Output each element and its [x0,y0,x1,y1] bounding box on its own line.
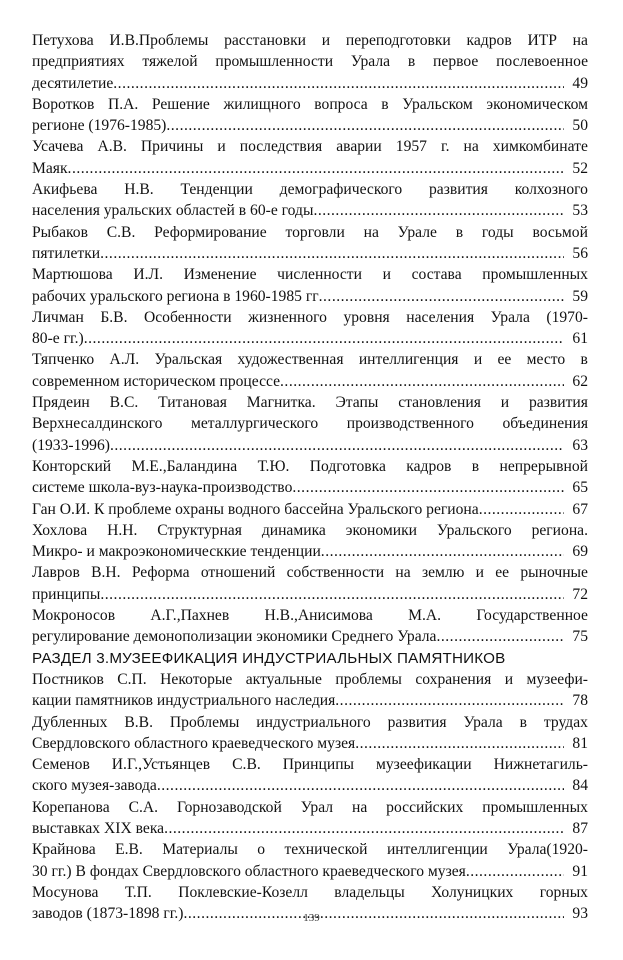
word: А.Л. [109,351,140,369]
dot-leader [321,543,564,560]
dot-leader [466,863,564,880]
dot-leader [166,117,564,134]
word: состава [411,266,462,284]
toc-entry-line [32,51,588,72]
word: и [500,394,510,412]
word: развития [387,713,447,731]
toc-entry-title-end [32,690,564,711]
toc-entry-text: регионе (1976-1985) [32,117,167,135]
word: Прядеин [32,394,90,412]
dot-leader [280,373,564,390]
toc-entry-title-end [32,200,564,221]
word: С.В. [232,756,261,774]
toc-entry-title-end [32,626,564,647]
toc-entry-title-end [32,541,564,562]
toc-entry-line [32,222,588,243]
word: на [395,564,411,582]
toc-entry-page-number: 65 [572,479,588,497]
word: аварии [336,138,382,156]
word: владельцы [334,883,405,901]
dot-leader [164,820,564,837]
word: Этапы [335,394,379,412]
word: Мартюшова [32,266,113,284]
word: Воротков [32,95,95,113]
toc-entry-title-end [32,861,564,882]
toc-entry-title-end [32,477,564,498]
word: место [526,351,566,369]
word: и [321,32,331,49]
toc-entry-last-line [32,541,588,562]
toc-entry-page-number: 59 [572,287,588,305]
toc-entry-page-number: 69 [572,543,588,561]
word: экономики [345,521,418,539]
word: М.Е.,Баландина [131,457,238,475]
word: промышленных [482,798,588,816]
word: в [519,713,527,731]
toc-entry-last-line [32,818,588,839]
word: уровня [343,308,390,326]
toc-entry-last-line [32,286,588,307]
toc-entry-title-end [32,73,564,94]
word: Горнозаводской [176,798,282,816]
toc-entry-last-line [32,435,588,456]
toc-entry-title-end [32,499,564,520]
toc-entry-text: выставках XIX века [32,819,165,837]
toc-entry-page-number: 49 [572,74,588,92]
toc-entry-title-end [32,286,564,307]
word: собственности [286,564,385,582]
toc-entry-text: регулирование демонополизации экономики Среднего Урала [32,628,437,646]
toc-entry-text: Свердловского областного краеведческого музея [32,734,356,752]
word: технической [284,841,368,859]
word: предприятиях [32,53,125,71]
toc-entry-line [32,797,588,818]
word: Магнитка. [246,394,316,412]
dot-leader [355,735,564,752]
word: жизненного [248,308,327,326]
word: численности [277,266,362,284]
dot-leader [319,288,564,305]
word: Дубленных [32,713,108,731]
toc-entry-line [32,349,588,370]
word: Конторский [32,457,112,475]
word: Уральская [154,351,223,369]
toc-entry [32,264,588,307]
toc-entry-last-line [32,477,588,498]
word: Урала [490,308,530,326]
toc-entry-text: населения уральских областей в 60-е годы [32,202,314,220]
word: Урале [397,223,437,241]
word: химкомбинате [492,138,588,156]
word: кадров [466,32,512,49]
toc-entries [32,30,588,648]
word: В.В. [124,713,153,731]
dot-leader [110,437,564,454]
toc-entry-page-number: 75 [572,628,588,646]
word: тяжелой [142,53,198,71]
table-of-contents [32,30,588,924]
word: И.В.Проблемы [109,32,209,49]
word: горных [539,883,588,901]
toc-entry-line [32,413,588,434]
word: музеефикации [376,756,472,774]
toc-entry-title-end [32,243,564,264]
word: А.В. [97,138,127,156]
word: (1970- [546,308,588,326]
toc-entry-title-end [32,584,564,605]
toc-entry [32,669,588,712]
toc-entry-text: современном историческом процессе [32,372,281,390]
toc-entry-page-number: 67 [572,500,588,518]
toc-entry [32,30,588,94]
toc-entry-text: заводов (1873-1898 гг.) [32,905,184,923]
word: Лавров [32,564,80,582]
word: Титановая [158,394,227,412]
toc-entry-last-line [32,499,588,520]
toc-entry-title-end [32,733,564,754]
toc-entry-last-line [32,584,588,605]
toc-entry-line [32,712,588,733]
word: А.Г.,Пахнев [150,607,230,625]
word: И.Г.,Устьянцев [111,756,211,774]
toc-entry-line [32,264,588,285]
word: торговли [285,223,345,241]
word: расстановки [224,32,307,49]
word: интеллигенция [358,351,459,369]
toc-entry-last-line [32,243,588,264]
toc-entry-page-number: 93 [572,905,588,923]
word: Мосунова [32,883,99,901]
word: сохранения [415,670,492,688]
toc-entry-last-line [32,115,588,136]
word: Т.Ю. [257,457,290,475]
word: производственного [346,415,474,433]
word: рыночные [520,564,588,582]
toc-entry-line [32,754,588,775]
toc-entry-page-number: 87 [572,819,588,837]
word: В.Н. [91,564,121,582]
word: Акифьева [32,181,98,199]
toc-entry-last-line [32,861,588,882]
word: переподготовки [345,32,451,49]
toc-entry [32,349,588,392]
word: объединения [502,415,588,433]
toc-entry-line [32,882,588,903]
toc-entry-text: пятилетки [32,244,101,262]
toc-entry-last-line [32,73,588,94]
word: вопроса [314,95,368,113]
word: на [351,798,368,816]
word: и [504,670,514,688]
word: и [473,351,483,369]
word: Причины [140,138,204,156]
toc-entry-text: рабочих уральского региона в 1960-1985 гг [32,287,319,305]
word: интеллигенции [386,841,488,859]
toc-entry-page-number: 72 [572,585,588,603]
word: непрерывной [499,457,588,475]
toc-entry [32,754,588,797]
word: г. [440,138,450,156]
toc-entry-page-number: 81 [572,734,588,752]
toc-entry-line [32,520,588,541]
toc-entry-text: Микро- и макроэкономическкие тенденции [32,543,321,561]
toc-entry-line [32,94,588,115]
toc-entry-page-number: 84 [572,777,588,795]
toc-entry-line [32,669,588,690]
dot-leader [157,777,564,794]
word: Урала [350,53,391,71]
word: Крайнова [32,841,96,859]
word: Государственное [476,607,588,625]
toc-entry-text: системе школа-вуз-наука-производство [32,479,293,497]
toc-entry [32,94,588,137]
word: Подготовка [309,457,386,475]
word: населения [406,308,475,326]
toc-entry-title-end [32,818,564,839]
dot-leader [313,202,564,219]
toc-entry-text: 30 гг.) В фондах Свердловского областного краеведческого музея [32,862,466,880]
toc-entry-page-number: 50 [572,117,588,135]
word: становления [398,394,481,412]
word: ИТР [527,32,557,49]
toc-entry [32,222,588,265]
word: Н.В.,Анисимова [264,607,373,625]
word: Личман [32,308,84,326]
word: экономическом [486,95,588,113]
toc-entry-title-end [32,158,564,179]
word: В.С. [109,394,139,412]
toc-entry-page-number: 61 [572,330,588,348]
toc-entry-text: 80-е гг.) [32,330,84,348]
toc-entry-line [32,839,588,860]
toc-entry-last-line [32,626,588,647]
word: восьмой [532,223,588,241]
toc-entry-text: кации памятников индустриального наследия [32,692,336,710]
toc-entry [32,839,588,882]
word: Особенности [143,308,232,326]
word: Урал [300,798,334,816]
toc-entry-line [32,30,588,51]
toc-entry-title-end [32,328,564,349]
word: Мокроносов [32,607,116,625]
toc-entry [32,392,588,456]
toc-entry-last-line [32,371,588,392]
toc-entry-page-number: 62 [572,372,588,390]
dot-leader [100,586,564,603]
word: Изменение [183,266,257,284]
word: ее [497,351,512,369]
toc-entry-text: Маяк [32,159,68,177]
toc-entry-line [32,456,588,477]
word: Урала [463,713,503,731]
toc-entry-title-end [32,115,564,136]
word: трудах [543,713,588,731]
word: Решение [151,95,210,113]
toc-entry-line [32,562,588,583]
word: о [257,841,266,859]
word: С.П. [117,670,147,688]
word: Семенов [32,756,90,774]
word: Корепанова [32,798,110,816]
word: Усачева [32,138,84,156]
dot-leader [436,628,564,645]
word: Поклевские-Козелл [178,883,308,901]
word: первое [433,53,479,71]
dot-leader [335,692,564,709]
word: Б.В. [100,308,128,326]
toc-entry-line [32,136,588,157]
word: Верхнесалдинского [32,415,163,433]
word: П.А. [107,95,139,113]
toc-entry [32,456,588,499]
toc-entry-last-line [32,200,588,221]
word: на [463,138,479,156]
toc-entry-page-number: 56 [572,244,588,262]
word: Принципы [282,756,355,774]
toc-entries-section-3 [32,669,588,925]
word: промышленных [482,266,588,284]
word: годы [481,223,514,241]
toc-entry-line [32,392,588,413]
word: Рыбаков [32,223,88,241]
word: динамика [261,521,326,539]
word: Урала(1920- [507,841,588,859]
toc-entry-title-end [32,775,564,796]
toc-entry [32,797,588,840]
word: в [407,53,416,71]
toc-entry-last-line [32,690,588,711]
toc-entry [32,136,588,179]
word: Некоторые [160,670,233,688]
toc-entry-text: принципы [32,585,101,603]
toc-entry-title-end [32,435,564,456]
word: музеефи- [526,670,588,688]
word: развития [529,394,588,412]
toc-entry [32,605,588,648]
toc-entry-page-number: 91 [572,862,588,880]
word: проблемы [335,670,402,688]
toc-entry-page-number: 52 [572,159,588,177]
word: Н.В. [124,181,154,199]
word: кадров [406,457,452,475]
word: и [217,138,226,156]
word: Реформирование [154,223,267,241]
toc-entry [32,499,588,520]
word: и [475,564,484,582]
toc-entry [32,179,588,222]
dot-leader [100,245,564,262]
word: в [381,95,389,113]
toc-entry-page-number: 78 [572,692,588,710]
word: художественная [237,351,344,369]
word: Петухова [32,32,94,49]
section-heading: РАЗДЕЛ 3.МУЗЕЕФИКАЦИЯ ИНДУСТРИАЛЬНЫХ ПАМЯТНИКОВ [32,649,506,667]
word: на [572,32,588,49]
toc-entry-page-number: 63 [572,436,588,454]
word: в [580,351,588,369]
word: и [382,266,391,284]
page-number: 139 [303,912,320,924]
word: на [363,223,379,241]
word: Хохлова [32,521,88,539]
toc-entry [32,712,588,755]
word: Н.Н. [107,521,138,539]
toc-entry-text: (1933-1996) [32,436,110,454]
toc-entry-last-line [32,158,588,179]
toc-entry [32,520,588,563]
word: развития [428,181,488,199]
word: Материалы [162,841,238,859]
word: Тенденции [180,181,253,199]
word: Нижнетагиль- [493,756,588,774]
word: демографического [279,181,403,199]
word: Структурная [157,521,242,539]
word: российских [386,798,464,816]
toc-entry-last-line [32,775,588,796]
word: Уральском [402,95,473,113]
word: индустриального [256,713,371,731]
word: актуальные [245,670,322,688]
word: 1957 [395,138,427,156]
toc-entry [32,562,588,605]
word: колхозного [514,181,588,199]
word: Е.В. [115,841,143,859]
word: региона. [531,521,588,539]
dot-leader [292,479,564,496]
toc-entry-line [32,605,588,626]
word: С.А. [128,798,159,816]
dot-leader [68,160,564,177]
word: металлургического [190,415,319,433]
toc-entry-text: Ган О.И. К проблеме охраны водного бассейна Уральского региона [32,500,479,518]
word: Холуницких [431,883,514,901]
word: послевоенное [496,53,588,71]
dot-leader [113,75,564,92]
toc-entry [32,307,588,350]
word: отношений [200,564,276,582]
word: в [471,457,480,475]
dot-leader [84,330,564,347]
word: Проблемы [169,713,240,731]
word: промышленности [215,53,334,71]
word: в [455,223,464,241]
toc-entry-text: ского музея-завода [32,777,157,795]
word: землю [421,564,465,582]
word: И.Л. [133,266,164,284]
word: Т.П. [124,883,152,901]
word: С.В. [106,223,136,241]
word: ее [495,564,510,582]
toc-entry-text: десятилетие [32,74,114,92]
word: Тяпченко [32,351,95,369]
toc-entry-title-end [32,371,564,392]
word: Уральского [436,521,512,539]
toc-entry-last-line [32,733,588,754]
toc-entry-page-number: 53 [572,202,588,220]
toc-entry-line [32,179,588,200]
word: последствия [239,138,323,156]
word: М.А. [408,607,442,625]
dot-leader [479,501,564,518]
word: жилищного [223,95,301,113]
word: Постников [32,670,104,688]
toc-entry-last-line [32,328,588,349]
toc-entry-line [32,307,588,328]
word: Реформа [131,564,190,582]
